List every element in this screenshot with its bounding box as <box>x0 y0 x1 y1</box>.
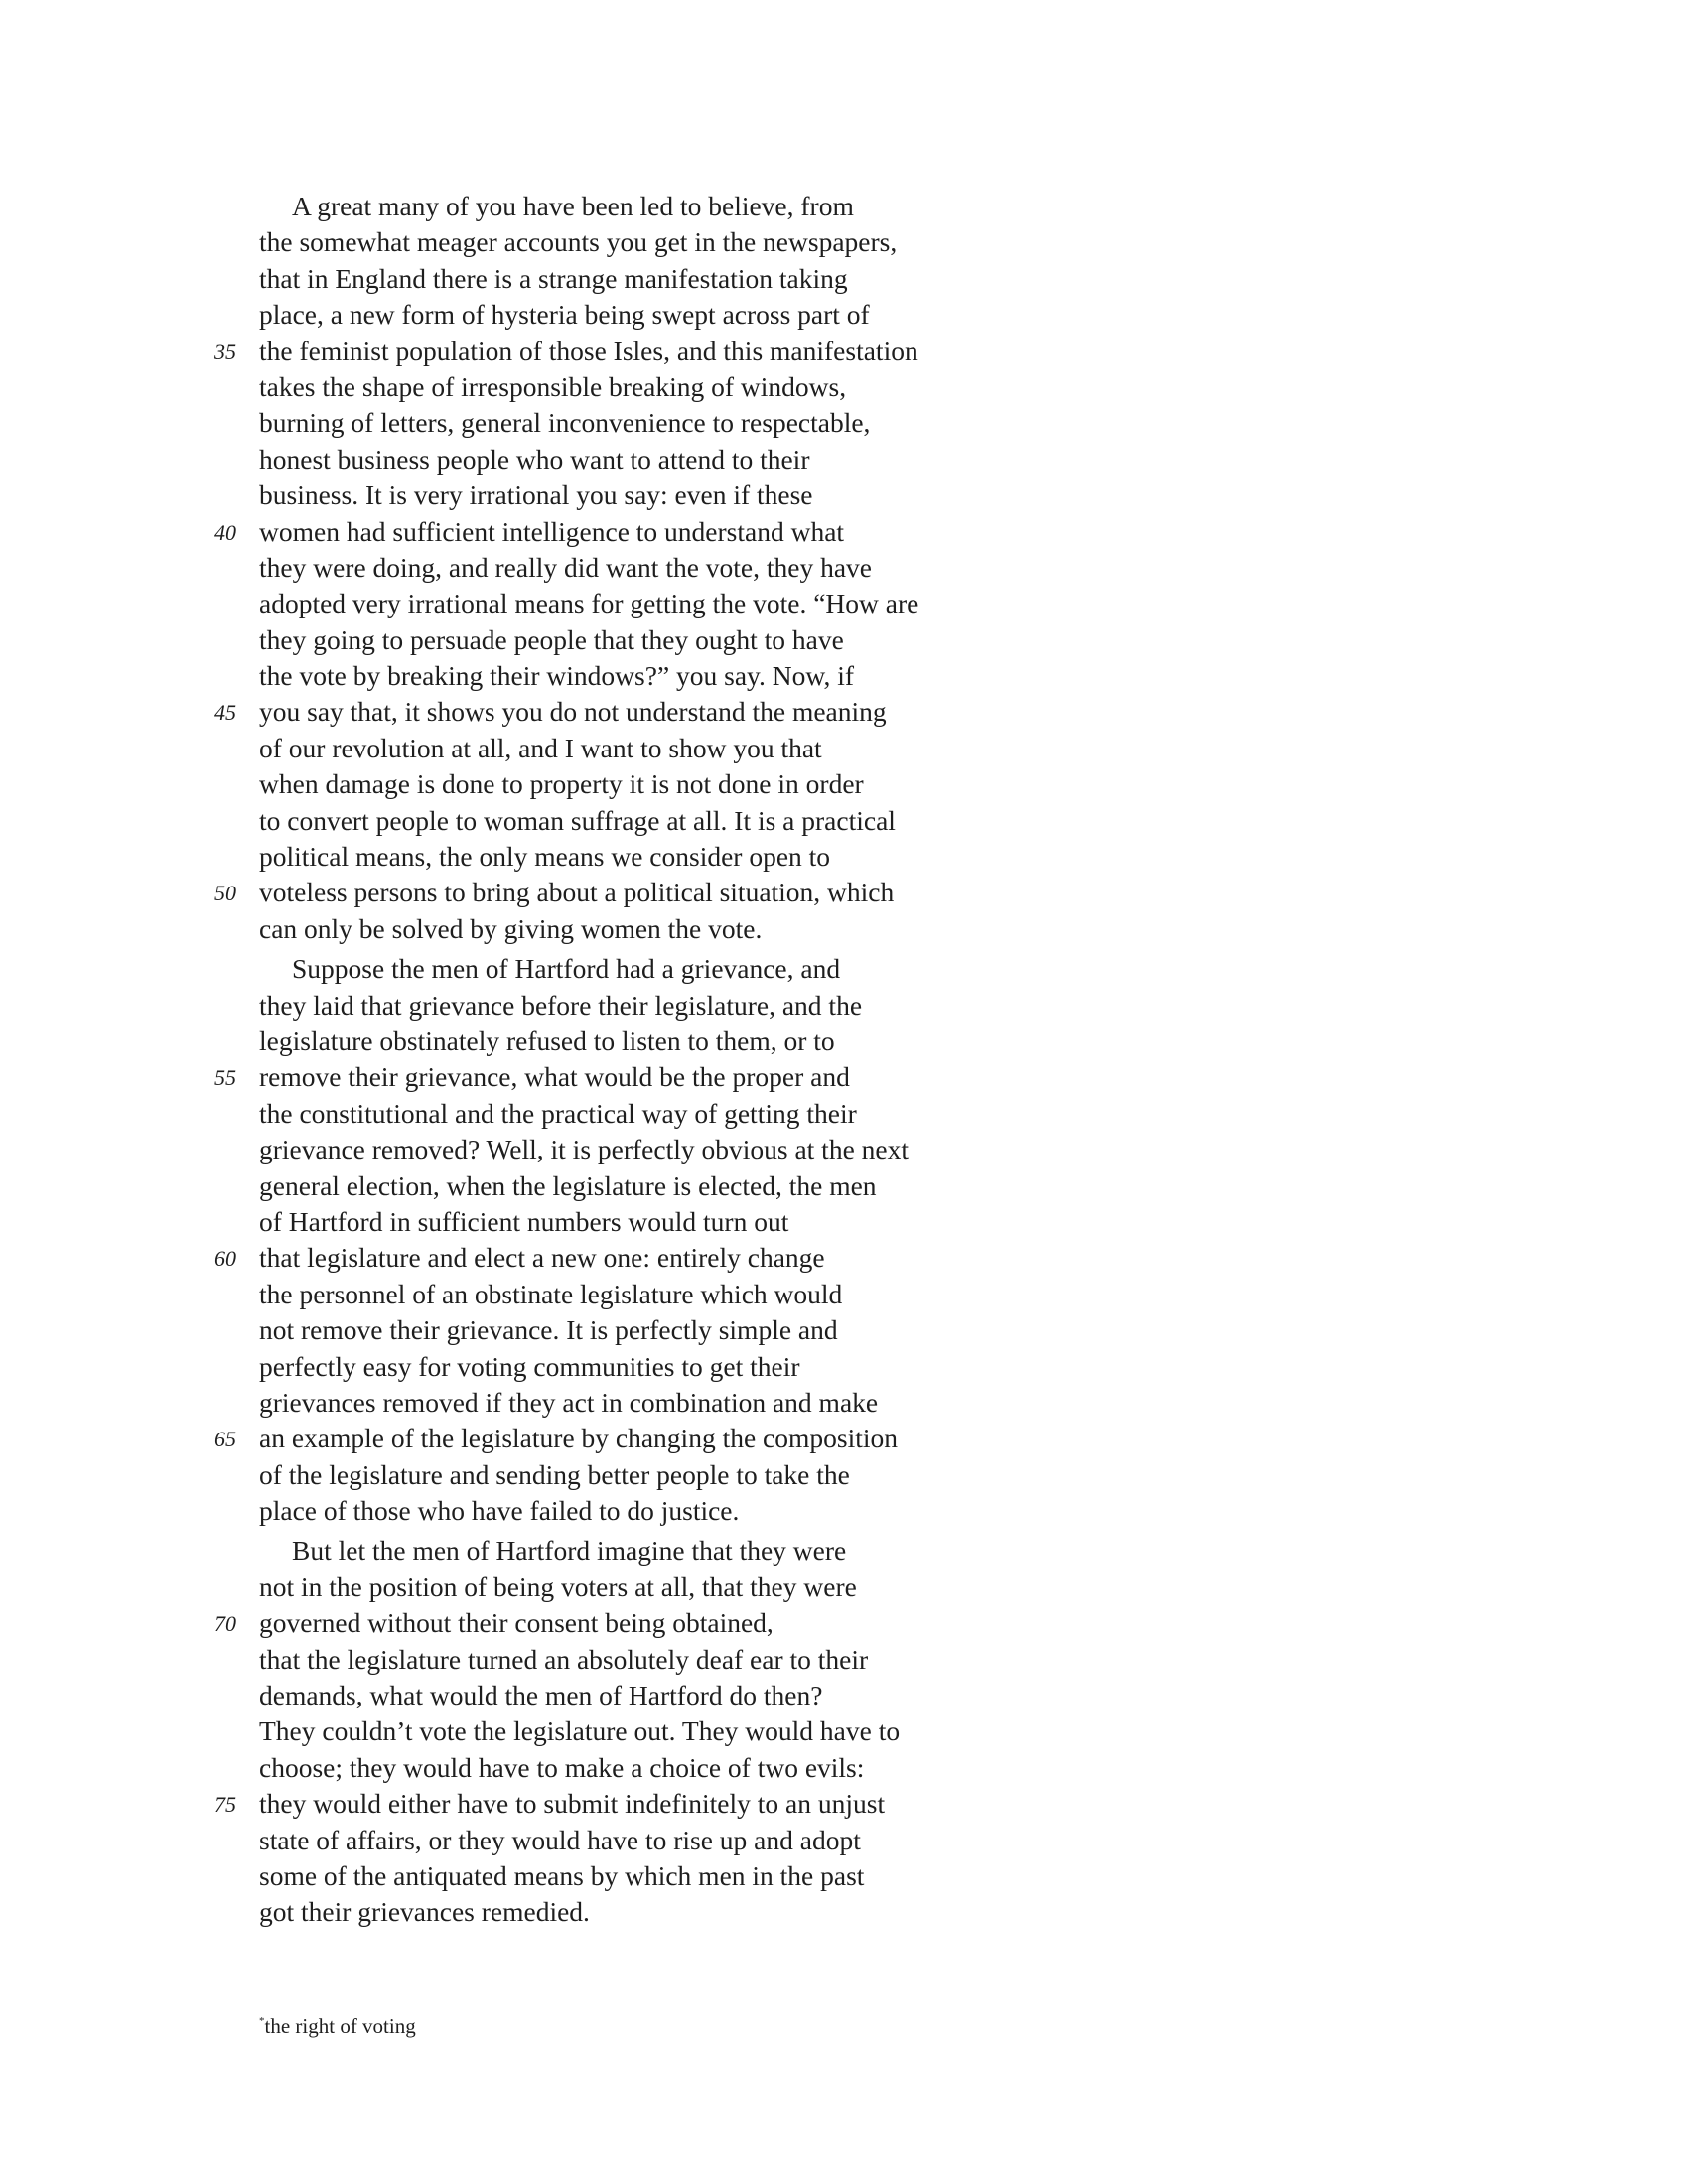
line-text: place, a new form of hysteria being swept across part of <box>259 299 870 331</box>
line-text: when damage is done to property it is not done in order <box>259 768 864 800</box>
line-text: not remove their grievance. It is perfectly simple and <box>259 1314 838 1346</box>
line-text: of the legislature and sending better people to take the <box>259 1458 850 1490</box>
text-line <box>0 694 1688 730</box>
text-line <box>0 658 1688 694</box>
line-text: got their grievances remedied. <box>259 1896 590 1928</box>
text-line <box>0 1678 1688 1713</box>
line-text: the feminist population of those Isles, and this manifestation <box>259 335 918 366</box>
line-text: they were doing, and really did want the vote, they have <box>259 551 873 583</box>
line-text: Suppose the men of Hartford had a grievance, and <box>292 953 841 985</box>
text-line <box>0 1240 1688 1276</box>
line-text: the vote by breaking their windows?” you say. Now, if <box>259 660 854 692</box>
text-line <box>0 1168 1688 1204</box>
line-number: 65 <box>214 1427 236 1452</box>
text-line <box>0 1570 1688 1605</box>
text-line <box>0 405 1688 441</box>
line-text: that legislature and elect a new one: entirely change <box>259 1242 825 1274</box>
text-line <box>0 369 1688 405</box>
line-text: some of the antiquated means by which men in the past <box>259 1859 865 1891</box>
text-line <box>0 1349 1688 1385</box>
line-number: 50 <box>214 881 236 906</box>
footnote-marker: * <box>259 2015 265 2027</box>
text-line <box>0 911 1688 947</box>
text-line <box>0 988 1688 1024</box>
line-text: the constitutional and the practical way of getting their <box>259 1097 857 1129</box>
text-line <box>0 1605 1688 1641</box>
text-line <box>0 1493 1688 1529</box>
text-line <box>0 1533 1688 1569</box>
line-text: the somewhat meager accounts you get in the newspapers, <box>259 226 898 258</box>
text-line <box>0 839 1688 875</box>
text-line <box>0 297 1688 333</box>
line-text: women had sufficient intelligence to understand what <box>259 515 845 547</box>
line-text: voteless persons to bring about a political situation, which <box>259 877 895 908</box>
line-text: you say that, it shows you do not understand the meaning <box>259 696 887 728</box>
line-text: place of those who have failed to do justice. <box>259 1495 740 1527</box>
text-line <box>0 1823 1688 1858</box>
text-line <box>0 1713 1688 1749</box>
line-text: They couldn’t vote the legislature out. They would have to <box>259 1715 901 1747</box>
line-text: can only be solved by giving women the vote. <box>259 912 763 944</box>
text-line <box>0 189 1688 224</box>
footnote <box>259 2007 416 2040</box>
text-line <box>0 514 1688 550</box>
text-line <box>0 803 1688 839</box>
line-text: political means, the only means we consider open to <box>259 841 831 873</box>
text-line <box>0 731 1688 766</box>
line-text: remove their grievance, what would be the proper and <box>259 1061 850 1093</box>
line-text: that in England there is a strange manifestation taking <box>259 262 848 294</box>
text-line <box>0 334 1688 369</box>
line-text: grievances removed if they act in combination and make <box>259 1386 879 1418</box>
line-text: burning of letters, general inconvenience to respectable, <box>259 407 871 439</box>
line-text: governed without their consent being obtained, <box>259 1607 774 1639</box>
line-text: adopted very irrational means for getting the vote. “How are <box>259 588 919 619</box>
text-line <box>0 261 1688 297</box>
line-text: state of affairs, or they would have to rise up and adopt <box>259 1824 861 1855</box>
line-number: 75 <box>214 1792 236 1818</box>
speech-passage <box>0 189 1688 1931</box>
text-line <box>0 1059 1688 1095</box>
text-line <box>0 478 1688 513</box>
line-text: an example of the legislature by changing the composition <box>259 1423 899 1454</box>
line-text: honest business people who want to attend to their <box>259 443 810 475</box>
line-text: they going to persuade people that they ought to have <box>259 623 844 655</box>
text-line <box>0 951 1688 987</box>
line-number: 60 <box>214 1246 236 1272</box>
line-text: of Hartford in sufficient numbers would turn out <box>259 1205 789 1237</box>
line-text: grievance removed? Well, it is perfectly obvious at the next <box>259 1134 909 1165</box>
line-text: that the legislature turned an absolutely deaf ear to their <box>259 1643 869 1675</box>
line-text: the personnel of an obstinate legislature which would <box>259 1278 843 1309</box>
line-text: of our revolution at all, and I want to show you that <box>259 732 822 763</box>
text-line <box>0 766 1688 802</box>
text-line <box>0 1642 1688 1678</box>
footnote-text: the right of voting <box>264 2014 416 2038</box>
line-text: business. It is very irrational you say: even if these <box>259 479 813 511</box>
text-line <box>0 442 1688 478</box>
line-text: they laid that grievance before their legislature, and the <box>259 989 863 1021</box>
line-text: they would either have to submit indefinitely to an unjust <box>259 1788 886 1820</box>
line-text: legislature obstinately refused to listen to them, or to <box>259 1024 835 1056</box>
text-line <box>0 1750 1688 1786</box>
line-number: 55 <box>214 1065 236 1091</box>
text-line <box>0 1312 1688 1348</box>
text-line <box>0 1421 1688 1456</box>
line-number: 70 <box>214 1611 236 1637</box>
text-line <box>0 1786 1688 1822</box>
line-number: 35 <box>214 339 236 364</box>
text-line <box>0 550 1688 586</box>
text-line <box>0 1277 1688 1312</box>
text-line <box>0 1132 1688 1167</box>
text-line <box>0 1096 1688 1132</box>
line-text: demands, what would the men of Hartford do then? <box>259 1680 823 1711</box>
line-number: 40 <box>214 519 236 545</box>
line-text: general election, when the legislature is elected, the men <box>259 1169 877 1201</box>
text-line <box>0 1024 1688 1059</box>
line-text: to convert people to woman suffrage at all. It is a practical <box>259 804 896 836</box>
line-text: not in the position of being voters at all, that they were <box>259 1570 857 1602</box>
text-line <box>0 586 1688 621</box>
text-line <box>0 622 1688 658</box>
text-line <box>0 1385 1688 1421</box>
line-text: A great many of you have been led to believe, from <box>292 191 854 221</box>
text-line <box>0 1457 1688 1493</box>
line-number: 45 <box>214 700 236 726</box>
text-line <box>0 224 1688 260</box>
line-text: perfectly easy for voting communities to get their <box>259 1350 800 1382</box>
line-text: But let the men of Hartford imagine that they were <box>292 1535 847 1567</box>
line-text: takes the shape of irresponsible breaking of windows, <box>259 370 847 402</box>
line-text: choose; they would have to make a choice of two evils: <box>259 1751 865 1783</box>
text-line <box>0 875 1688 910</box>
text-line <box>0 1204 1688 1240</box>
text-line <box>0 1894 1688 1930</box>
text-line <box>0 1858 1688 1894</box>
